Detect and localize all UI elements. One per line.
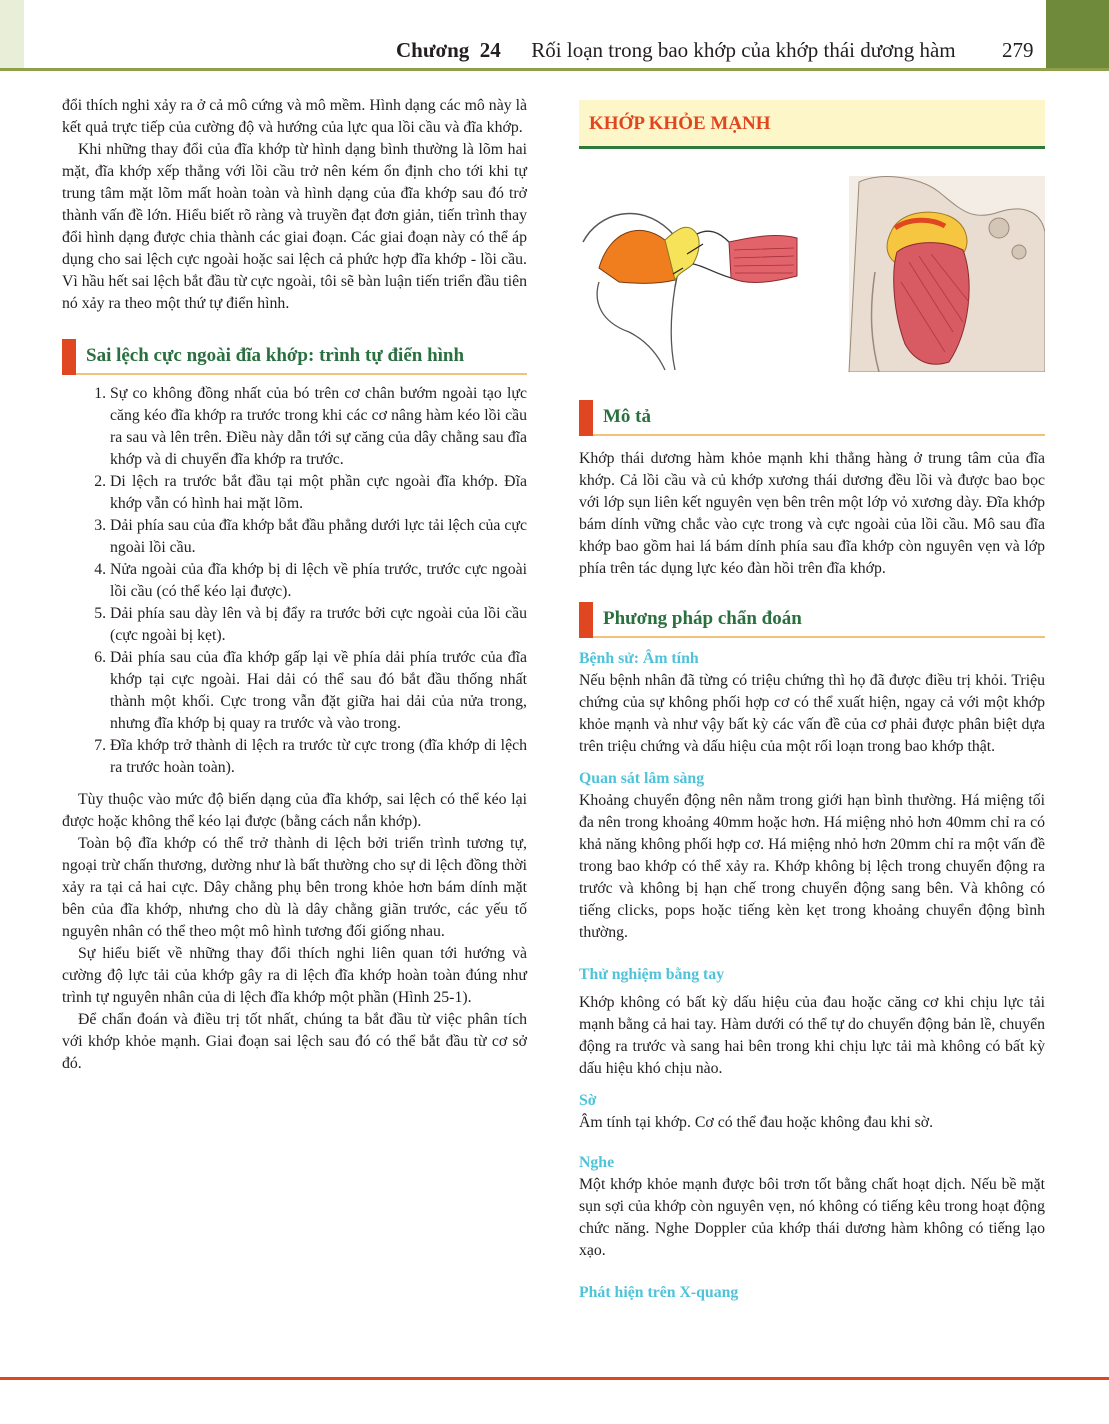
condyle-illustration bbox=[849, 176, 1045, 372]
paragraph: đổi thích nghi xảy ra ở cả mô cứng và mô mềm. Hình dạng các mô này là kết quả trực tiếp của cường độ và hướng của lực qua lồi cầu và đĩa khớp. bbox=[62, 97, 527, 136]
list-item: 1. Sự co không đồng nhất của bó trên cơ chân bướm ngoài tạo lực căng kéo đĩa khớp ra trước trong khi các cơ nâng hàm kéo lồi cầu ra sau và lên trên. Điều này dẫn tới sự căng của dây chằng sau đĩa khớp và di chuyển đĩa khớp ra trước. bbox=[110, 383, 527, 471]
paragraph: Khớp thái dương hàm khỏe mạnh khi thẳng hàng ở trung tâm của đĩa khớp. Cả lồi cầu và củ khớp xương thái dương đều lồi và được bao bọc với lớp sụn liên kết nguyên vẹn bên trên một lớp vỏ xương dày. Đĩa khớp bám dính vững chắc vào cực trong và cực ngoài của lồi cầu. Mô sau đĩa khớp bao gồm hai lá bám dính phía sau đĩa khớp còn nguyên vẹn và lớp phía trên tác dụng lực kéo đàn hồi trên đĩa khớp. bbox=[579, 450, 1045, 577]
header-left-tab bbox=[0, 0, 24, 68]
paragraph: Âm tính tại khớp. Cơ có thể đau hoặc không đau khi sờ. bbox=[579, 1114, 934, 1131]
subheading: Nghe bbox=[579, 1154, 615, 1171]
section-marker bbox=[62, 339, 76, 375]
joint-figure bbox=[579, 172, 1045, 372]
disc-diagram bbox=[583, 213, 797, 370]
header-color-block bbox=[1046, 0, 1109, 70]
section-title: Mô tả bbox=[603, 406, 652, 427]
subheading: Thử nghiệm bằng tay bbox=[579, 966, 725, 983]
subheading: Phát hiện trên X-quang bbox=[579, 1284, 739, 1301]
list-item: 6. Dải phía sau của đĩa khớp gấp lại về phía dải phía trước của đĩa khớp tại cực ngoài. Hai dải có thể sau đó bắt đầu thống nhất thành một khối. Cực trong vẫn đặt giữa hai dải của nửa trong, nhưng đĩa khớp bị quay ra trước và vào trong. bbox=[110, 647, 527, 735]
paragraph: Một khớp khỏe mạnh được bôi trơn tốt bằng chất hoạt dịch. Nếu bề mặt sụn sợi của khớp còn nguyên vẹn, nó không có tiếng kêu trong hoạt động chức năng. Nghe Doppler của khớp thái dương hàm không có tiếng lạo xạo. bbox=[579, 1176, 1045, 1259]
chapter-number: 24 bbox=[479, 38, 501, 62]
list-item: 2. Di lệch ra trước bắt đầu tại một phần cực ngoài đĩa khớp. Đĩa khớp vẫn có hình hai mặt lõm. bbox=[110, 471, 527, 515]
section-heading bbox=[62, 339, 527, 375]
paragraph: Khớp không có bất kỳ dấu hiệu của đau hoặc căng cơ khi chịu lực tải mạnh bằng cả hai tay. Hàm dưới có thể tự do chuyển động bản lề, chuyển động ra trước và sang hai bên trong khi chịu lực tải mà không có bất kỳ dấu hiệu khó chịu nào. bbox=[579, 994, 1045, 1077]
footer-rule bbox=[0, 1377, 1109, 1380]
paragraph: Để chẩn đoán và điều trị tốt nhất, chúng ta bắt đầu từ việc phân tích với khớp khỏe mạnh. Giai đoạn sai lệch sau đó có thể bắt đầu từ cơ sở đó. bbox=[62, 1011, 527, 1072]
subheading: Bệnh sử: Âm tính bbox=[579, 650, 699, 667]
chapter-title: Rối loạn trong bao khớp của khớp thái dương hàm bbox=[531, 38, 956, 62]
list-item: 4. Nửa ngoài của đĩa khớp bị di lệch về phía trước, trước cực ngoài lồi cầu (có thể kéo lại được). bbox=[110, 559, 527, 603]
subheading: Sờ bbox=[579, 1092, 597, 1109]
section-heading bbox=[579, 400, 1045, 436]
list-item: 7. Đĩa khớp trở thành di lệch ra trước từ cực trong (đĩa khớp di lệch ra trước hoàn toàn). bbox=[110, 735, 527, 779]
page-number: 279 bbox=[1002, 38, 1034, 62]
stage-list bbox=[62, 383, 527, 779]
section-title: Phương pháp chẩn đoán bbox=[603, 608, 802, 629]
section-heading bbox=[579, 602, 1045, 638]
paragraph: Khi những thay đổi của đĩa khớp từ hình dạng bình thường là lõm hai mặt, đĩa khớp xếp thẳng với lồi cầu trở nên kém ổn định cho tới khi tự trung tâm mặt lõm mất hoàn toàn và hình dạng của đĩa khớp sau đó trở thành vấn đề lớn. Hiểu biết rõ ràng và truyền đạt đơn giản, tiến trình thay đổi hình dạng được chia thành các giai đoạn. Các giai đoạn này có thể áp dụng cho sai lệch cực ngoài hoặc sai lệch cả phức hợp đĩa khớp - lồi cầu. Vì hầu hết sai lệch bắt đầu từ cực ngoài, tôi sẽ bàn luận tiến triển đầu tiên nó xảy ra theo một thứ tự điển hình. bbox=[62, 141, 527, 312]
section-marker bbox=[579, 400, 593, 436]
paragraph: Tùy thuộc vào mức độ biến dạng của đĩa khớp, sai lệch có thể kéo lại được hoặc không thể kéo lại được (bằng cách nắn khớp). bbox=[62, 791, 527, 830]
list-item: 3. Dải phía sau của đĩa khớp bắt đầu phẳng dưới lực tải lệch của cực ngoài lồi cầu. bbox=[110, 515, 527, 559]
paragraph: Sự hiểu biết về những thay đổi thích nghi liên quan tới hướng và cường độ lực tải của khớp gây ra di lệch đĩa khớp hoàn toàn đúng như trình tự nguyên nhân của di lệch đĩa khớp một phần (Hình 25-1). bbox=[62, 945, 527, 1006]
list-item: 5. Dải phía sau dày lên và bị đẩy ra trước bởi cực ngoài của lồi cầu (cực ngoài bị kẹt). bbox=[110, 603, 527, 647]
header-rule bbox=[0, 68, 1109, 71]
subheading: Quan sát lâm sàng bbox=[579, 770, 705, 787]
paragraph: Toàn bộ đĩa khớp có thể trở thành di lệch bởi triển trình tương tự, ngoại trừ chấn thương, dường như là bất thường cho sự di lệch đồng thời xảy ra tại cả hai cực. Dây chằng phụ bên trong khỏe hơn bám dính mặt bên của đĩa khớp, nhưng cho dù là dây chằng giãn trước, các yếu tố nguyên nhân có thể theo một mô hình tương đối giống nhau. bbox=[62, 835, 527, 940]
paragraph: Khoảng chuyển động nên nằm trong giới hạn bình thường. Há miệng tối đa nên trong khoảng 40mm hoặc hơn. Há miệng nhỏ hơn 40mm chỉ ra có khả năng không phối hợp cơ. Há miệng nhỏ hơn 20mm chỉ ra một vấn đề trong bao khớp có thể xảy ra. Khớp không bị lệch trong chuyển động ra trước và không bị hạn chế trong chuyển động sang bên. Và không có tiếng clicks, pops hoặc tiếng kèn kẹt trong khoảng chuyển động bình thường. bbox=[579, 792, 1045, 941]
healthy-joint-box bbox=[579, 100, 1045, 149]
box-title: KHỚP KHỎE MẠNH bbox=[589, 113, 771, 134]
section-marker bbox=[579, 602, 593, 638]
right-column bbox=[579, 376, 1045, 1304]
page-header bbox=[0, 0, 1109, 70]
paragraph: Nếu bệnh nhân đã từng có triệu chứng thì họ đã được điều trị khỏi. Triệu chứng của sự không phối hợp cơ có thể xuất hiện, ngay cả với một khớp khỏe mạnh và như vậy bất kỳ các vấn đề của cơ phải được phân biệt dựa trên triệu chứng và dấu hiệu của một rối loạn trong bao khớp thật. bbox=[579, 672, 1045, 755]
joint-illustration bbox=[579, 172, 1045, 372]
left-column bbox=[62, 95, 527, 1075]
section-title: Sai lệch cực ngoài đĩa khớp: trình tự điển hình bbox=[86, 345, 465, 366]
chapter-label: Chương bbox=[396, 38, 470, 62]
running-title bbox=[396, 38, 956, 63]
